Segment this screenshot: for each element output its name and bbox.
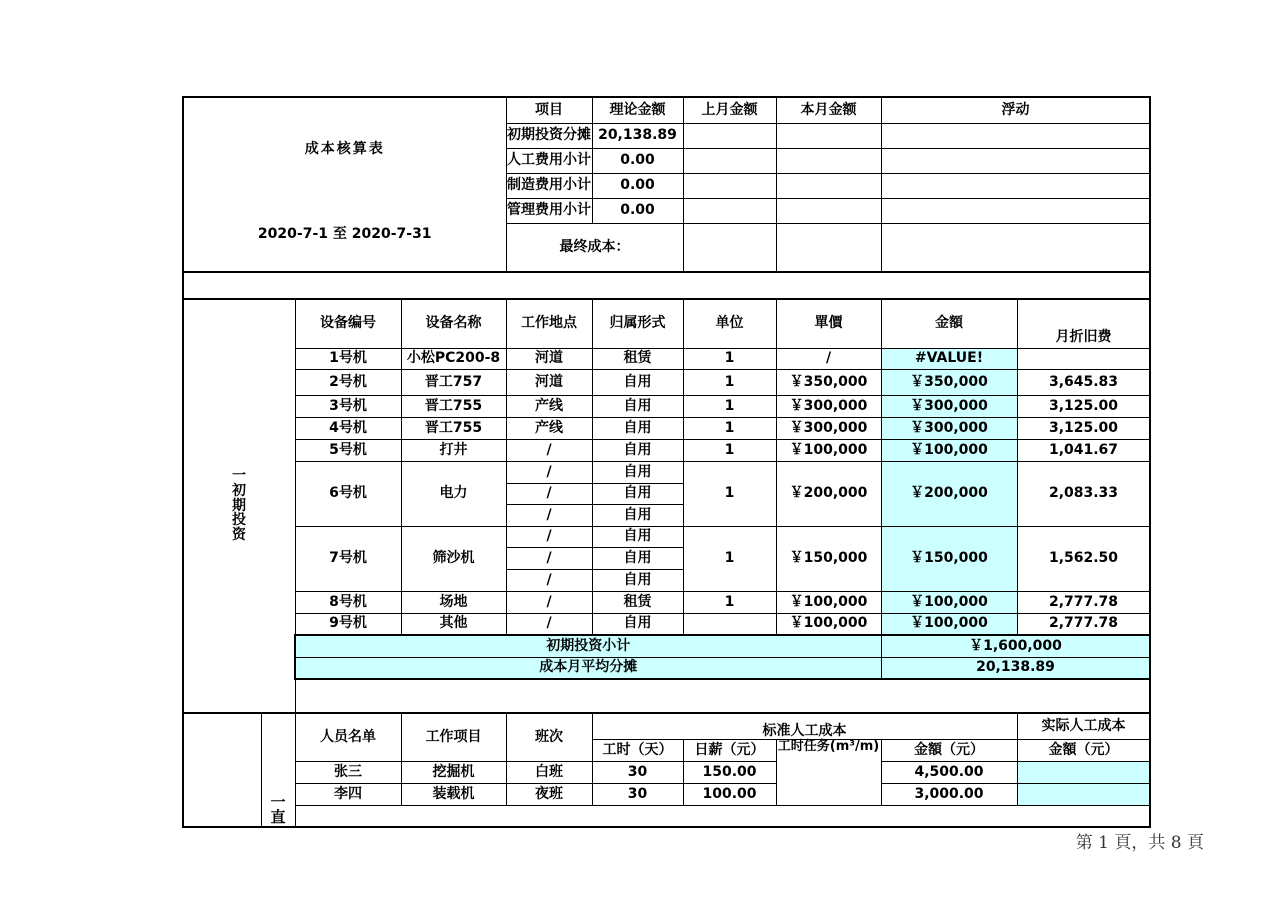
equipment-name: 场地 xyxy=(401,591,506,613)
section-label-char: 一 xyxy=(232,468,246,485)
equipment-no: 5号机 xyxy=(295,439,401,461)
final-cost-label: 最终成本： xyxy=(506,223,683,272)
section-label-char: 一 xyxy=(270,792,286,811)
table-row xyxy=(183,395,1150,417)
monthly-depreciation xyxy=(1017,348,1150,369)
table-row xyxy=(183,613,1150,635)
summary-cell[interactable] xyxy=(881,123,1150,148)
amount: ￥100,000 xyxy=(881,613,1017,635)
work-location: / xyxy=(506,461,592,483)
monthly-depreciation: 2,777.78 xyxy=(1017,591,1150,613)
equipment-name: 其他 xyxy=(401,613,506,635)
unit-price: ￥100,000 xyxy=(776,591,881,613)
work-location: / xyxy=(506,526,592,547)
summary-theory-value: 0.00 xyxy=(592,173,683,198)
work-item: 挖掘机 xyxy=(401,761,506,783)
spacer-row xyxy=(295,679,1150,713)
section-label-labor xyxy=(261,713,295,827)
monthly-depreciation: 2,083.33 xyxy=(1017,461,1150,526)
col-header-standard-labor-cost: 标准人工成本 xyxy=(592,713,1017,739)
daily-wage: 100.00 xyxy=(683,783,776,805)
ownership: 自用 xyxy=(592,569,683,591)
table-row xyxy=(183,526,1150,547)
equipment-no: 6号机 xyxy=(295,461,401,526)
table-row xyxy=(183,369,1150,395)
summary-item: 制造费用小计 xyxy=(506,173,592,198)
date-range: 2020-7-1 至 2020-7-31 xyxy=(183,198,506,272)
equipment-name: 小松PC200-8 xyxy=(401,348,506,369)
final-cost-last-month[interactable] xyxy=(683,223,776,272)
monthly-depreciation: 3,125.00 xyxy=(1017,395,1150,417)
equipment-name: 晋工755 xyxy=(401,417,506,439)
ownership: 自用 xyxy=(592,461,683,483)
equipment-no: 4号机 xyxy=(295,417,401,439)
staff-name: 张三 xyxy=(295,761,401,783)
staff-name: 李四 xyxy=(295,783,401,805)
ownership: 自用 xyxy=(592,417,683,439)
monthly-depreciation: 2,777.78 xyxy=(1017,613,1150,635)
summary-item: 管理费用小计 xyxy=(506,198,592,223)
summary-cell[interactable] xyxy=(776,148,881,173)
col-header-equipment-no: 设备编号 xyxy=(295,299,401,348)
unit: 1 xyxy=(683,439,776,461)
unit: 1 xyxy=(683,395,776,417)
work-location: / xyxy=(506,613,592,635)
subtotal-value: ￥1,600,000 xyxy=(881,635,1150,657)
monthly-average-label: 成本月平均分摊 xyxy=(295,657,881,679)
equipment-no: 9号机 xyxy=(295,613,401,635)
unit-price: / xyxy=(776,348,881,369)
ownership: 租赁 xyxy=(592,348,683,369)
table-row xyxy=(183,761,1150,783)
equipment-name: 晋工755 xyxy=(401,395,506,417)
table-row xyxy=(183,348,1150,369)
equipment-no: 8号机 xyxy=(295,591,401,613)
amount: ￥100,000 xyxy=(881,591,1017,613)
unit: 1 xyxy=(683,591,776,613)
monthly-depreciation: 3,645.83 xyxy=(1017,369,1150,395)
col-header-standard-amount: 金額（元） xyxy=(881,739,1017,761)
equipment-no: 2号机 xyxy=(295,369,401,395)
overflow-row xyxy=(295,805,1150,827)
work-location: 产线 xyxy=(506,417,592,439)
work-item: 装载机 xyxy=(401,783,506,805)
section2-side-blank xyxy=(183,713,261,827)
col-header-unit-price: 單價 xyxy=(776,299,881,348)
unit xyxy=(683,613,776,635)
unit-price: ￥300,000 xyxy=(776,417,881,439)
subtotal-label: 初期投资小计 xyxy=(295,635,881,657)
work-location: 产线 xyxy=(506,395,592,417)
equipment-no: 7号机 xyxy=(295,526,401,591)
unit-price: ￥100,000 xyxy=(776,439,881,461)
equipment-name: 晋工757 xyxy=(401,369,506,395)
summary-cell[interactable] xyxy=(776,123,881,148)
summary-header-float: 浮动 xyxy=(881,97,1150,123)
page-footer: 第 1 頁，共 8 頁 xyxy=(1075,833,1204,853)
amount: ￥200,000 xyxy=(881,461,1017,526)
unit: 1 xyxy=(683,369,776,395)
summary-header-last-month: 上月金额 xyxy=(683,97,776,123)
standard-amount: 3,000.00 xyxy=(881,783,1017,805)
average-row xyxy=(183,657,1150,679)
hours: 30 xyxy=(592,761,683,783)
amount: ￥300,000 xyxy=(881,417,1017,439)
hours: 30 xyxy=(592,783,683,805)
table-row xyxy=(183,439,1150,461)
section-label-char: 投 xyxy=(232,512,246,529)
unit-price: ￥200,000 xyxy=(776,461,881,526)
summary-cell[interactable] xyxy=(776,173,881,198)
summary-cell[interactable] xyxy=(683,148,776,173)
summary-cell[interactable] xyxy=(683,198,776,223)
col-header-actual-amount: 金額（元） xyxy=(1017,739,1150,761)
shift: 白班 xyxy=(506,761,592,783)
section-label-char: 直 xyxy=(270,808,286,827)
ownership: 自用 xyxy=(592,613,683,635)
work-location: 河道 xyxy=(506,348,592,369)
ownership: 自用 xyxy=(592,504,683,526)
equipment-no: 3号机 xyxy=(295,395,401,417)
final-cost-this-month[interactable] xyxy=(776,223,881,272)
ownership: 自用 xyxy=(592,439,683,461)
amount: ￥100,000 xyxy=(881,439,1017,461)
shift: 夜班 xyxy=(506,783,592,805)
summary-cell[interactable] xyxy=(881,173,1150,198)
col-header-shift: 班次 xyxy=(506,713,592,761)
work-location: / xyxy=(506,483,592,504)
cost-table xyxy=(182,96,1151,828)
equipment-name: 打井 xyxy=(401,439,506,461)
spacer-row xyxy=(183,272,1150,299)
amount: ￥350,000 xyxy=(881,369,1017,395)
subtotal-row xyxy=(183,635,1150,657)
work-location: / xyxy=(506,591,592,613)
summary-cell[interactable] xyxy=(881,198,1150,223)
summary-header-theory: 理论金额 xyxy=(592,97,683,123)
final-cost-float[interactable] xyxy=(881,223,1150,272)
amount: ￥150,000 xyxy=(881,526,1017,591)
table-row xyxy=(183,591,1150,613)
daily-wage: 150.00 xyxy=(683,761,776,783)
summary-theory-value: 0.00 xyxy=(592,198,683,223)
ownership: 自用 xyxy=(592,483,683,504)
work-location: / xyxy=(506,439,592,461)
summary-cell[interactable] xyxy=(683,123,776,148)
standard-amount: 4,500.00 xyxy=(881,761,1017,783)
summary-theory-value: 0.00 xyxy=(592,148,683,173)
monthly-depreciation: 1,041.67 xyxy=(1017,439,1150,461)
table-row xyxy=(183,783,1150,805)
monthly-average-value: 20,138.89 xyxy=(881,657,1150,679)
work-location: / xyxy=(506,569,592,591)
page-title: 成本核算表 xyxy=(183,97,506,198)
amount: ￥300,000 xyxy=(881,395,1017,417)
col-header-work-item: 工作项目 xyxy=(401,713,506,761)
summary-item: 人工费用小计 xyxy=(506,148,592,173)
amount: #VALUE! xyxy=(881,348,1017,369)
work-location: / xyxy=(506,547,592,569)
col-header-location: 工作地点 xyxy=(506,299,592,348)
ownership: 自用 xyxy=(592,369,683,395)
monthly-depreciation: 3,125.00 xyxy=(1017,417,1150,439)
section-label-char: 期 xyxy=(232,497,246,514)
unit-price: ￥100,000 xyxy=(776,613,881,635)
table-row xyxy=(183,461,1150,483)
summary-cell[interactable] xyxy=(881,148,1150,173)
cost-accounting-sheet xyxy=(182,96,1149,827)
actual-amount[interactable] xyxy=(1017,761,1150,783)
section-label-char: 资 xyxy=(232,527,246,544)
summary-cell[interactable] xyxy=(776,198,881,223)
equipment-no: 1号机 xyxy=(295,348,401,369)
unit: 1 xyxy=(683,417,776,439)
unit-price: ￥150,000 xyxy=(776,526,881,591)
equipment-name: 电力 xyxy=(401,461,506,526)
col-header-actual-labor-cost: 实际人工成本 xyxy=(1017,713,1150,739)
col-header-ownership: 归属形式 xyxy=(592,299,683,348)
work-location: 河道 xyxy=(506,369,592,395)
unit: 1 xyxy=(683,526,776,591)
unit-price: ￥300,000 xyxy=(776,395,881,417)
ownership: 租赁 xyxy=(592,591,683,613)
section-label-char: 初 xyxy=(232,482,246,499)
summary-item: 初期投资分摊 xyxy=(506,123,592,148)
summary-header-this-month: 本月金额 xyxy=(776,97,881,123)
col-header-unit: 单位 xyxy=(683,299,776,348)
summary-header-item: 项目 xyxy=(506,97,592,123)
unit: 1 xyxy=(683,461,776,526)
col-header-hour-task: 工时任务(m³/m) xyxy=(776,739,881,805)
summary-cell[interactable] xyxy=(683,173,776,198)
col-header-equipment-name: 设备名称 xyxy=(401,299,506,348)
ownership: 自用 xyxy=(592,547,683,569)
col-header-staff-name: 人员名单 xyxy=(295,713,401,761)
col-header-hours: 工时（天） xyxy=(592,739,683,761)
ownership: 自用 xyxy=(592,526,683,547)
equipment-name: 筛沙机 xyxy=(401,526,506,591)
unit-price: ￥350,000 xyxy=(776,369,881,395)
col-header-depreciation: 月折旧费 xyxy=(1017,299,1150,348)
section-label-initial-investment xyxy=(183,299,295,713)
col-header-amount: 金額 xyxy=(881,299,1017,348)
unit: 1 xyxy=(683,348,776,369)
summary-theory-value: 20,138.89 xyxy=(592,123,683,148)
actual-amount[interactable] xyxy=(1017,783,1150,805)
table-row xyxy=(183,417,1150,439)
ownership: 自用 xyxy=(592,395,683,417)
col-header-daily-wage: 日薪（元） xyxy=(683,739,776,761)
monthly-depreciation: 1,562.50 xyxy=(1017,526,1150,591)
work-location: / xyxy=(506,504,592,526)
